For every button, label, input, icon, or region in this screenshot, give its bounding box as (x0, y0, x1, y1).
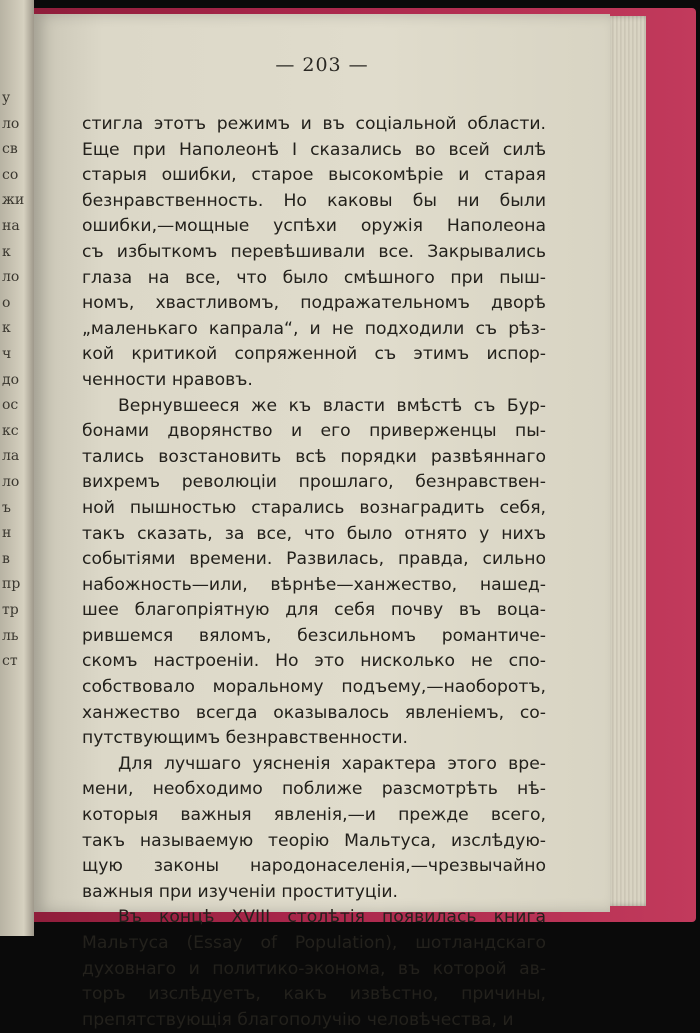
facing-page-fragment: ла (2, 448, 20, 465)
text-line: рившемся вяломъ, безсильномъ романтиче- (82, 625, 546, 646)
text-line: Вернувшееся же къ власти вмѣстѣ съ Бур- (118, 395, 546, 416)
text-line: собствовало моральному подъему,—наоборотъ, (82, 677, 546, 698)
page-number: — 203 — (275, 54, 369, 76)
text-line: съ избыткомъ перевѣшивали все. Закрывались (82, 241, 546, 262)
text-line: тались возстановить всѣ порядки развѣяннаго (82, 446, 546, 467)
facing-page-fragment: пр (2, 576, 21, 593)
text-line: безнравственность. Но каковы бы ни были (82, 190, 546, 211)
text-line: важныя при изученіи проституціи. (82, 881, 398, 902)
text-line: ченности нравовъ. (82, 369, 253, 390)
text-line: событіями времени. Развилась, правда, сильно (82, 549, 546, 570)
page-text (82, 112, 546, 1033)
text-line: торъ изслѣдуетъ, какъ извѣстно, причины, (82, 984, 546, 1005)
text-line: стигла этотъ режимъ и въ соціальной области. (82, 114, 546, 134)
text-line: щую законы народонаселенія,—чрезвычайно (82, 856, 546, 877)
text-line: путствующимъ безнравственности. (82, 728, 408, 749)
facing-page-fragment: ст (2, 653, 18, 670)
text-line: мени, необходимо поближе разсмотрѣть нѣ- (82, 779, 546, 800)
facing-page-fragment: ло (2, 474, 20, 490)
text-line: которыя важныя явленія,—и прежде всего, (82, 805, 546, 826)
facing-page-fragment: к (2, 243, 11, 260)
text-line: вихремъ революціи прошлаго, безнравствен- (82, 472, 546, 493)
text-line: ной пышностью старались вознаградить себя, (82, 497, 546, 518)
facing-page-fragment: св (2, 141, 18, 158)
text-line: духовнаго и политико-эконома, въ которой ав- (82, 958, 546, 979)
facing-page-fragment: ло (2, 269, 20, 286)
text-line: такъ сказать, за все, что было отнято у нихъ (82, 523, 546, 544)
page-edges (606, 16, 646, 906)
text-line: скомъ настроеніи. Но это нисколько не спо- (82, 651, 546, 672)
text-line: глаза на все, что было смѣшного при пыш- (82, 267, 546, 288)
facing-page-fragment: о (2, 294, 11, 311)
text-line: бонами дворянство и его приверженцы пы- (82, 421, 546, 442)
text-line: такъ называемую теорію Мальтуса, изслѣдую- (82, 830, 546, 851)
facing-page-fragment: к (2, 320, 11, 337)
facing-page-fragment: со (2, 166, 19, 183)
text-line: Еще при Наполеонѣ I сказались во всей силѣ (82, 139, 546, 160)
facing-page-fragment: ль (2, 627, 19, 644)
facing-page-fragment: н (2, 525, 12, 542)
text-line: шее благопріятную для себя почву въ воца- (82, 600, 546, 621)
text-line: ошибки,—мощные успѣхи оружія Наполеона (82, 216, 546, 237)
facing-page-fragment: жи (2, 192, 25, 209)
text-line: кой критикой сопряженной съ этимъ испор- (82, 344, 546, 365)
text-line: набожность—или, вѣрнѣе—ханжество, нашед- (82, 574, 546, 595)
facing-page-fragment: до (2, 371, 20, 388)
facing-page-fragment: у (2, 90, 11, 106)
facing-page-fragment: ч (2, 346, 12, 362)
facing-page-fragment: тр (2, 602, 19, 618)
text-line: старыя ошибки, старое высокомѣріе и старая (82, 165, 546, 186)
facing-page-fragment: на (2, 218, 20, 234)
text-line: „маленькаго капрала“, и не подходили съ рѣз- (82, 318, 546, 339)
text-line: Для лучшаго уясненія характера этого вре- (118, 753, 546, 774)
book-page (34, 14, 610, 1030)
text-line: номъ, хвастливомъ, подражательномъ дворѣ (82, 293, 546, 314)
text-line: Въ концѣ XVIII столѣтія появилась книга (118, 907, 546, 928)
facing-page-fragment: ос (2, 397, 19, 414)
facing-page-fragment: в (2, 550, 10, 567)
facing-page-fragment: ъ (2, 499, 11, 516)
text-line: Мальтуса (Essay of Population), шотландскаго (82, 933, 546, 953)
facing-page-fragment: ло (2, 115, 20, 132)
text-line: препятствующія благополучію человѣчества, и (82, 1009, 514, 1030)
facing-page-fragment: кс (2, 422, 19, 439)
facing-page (0, 0, 34, 936)
text-line: ханжество всегда оказывалось явленіемъ, со- (82, 702, 546, 723)
